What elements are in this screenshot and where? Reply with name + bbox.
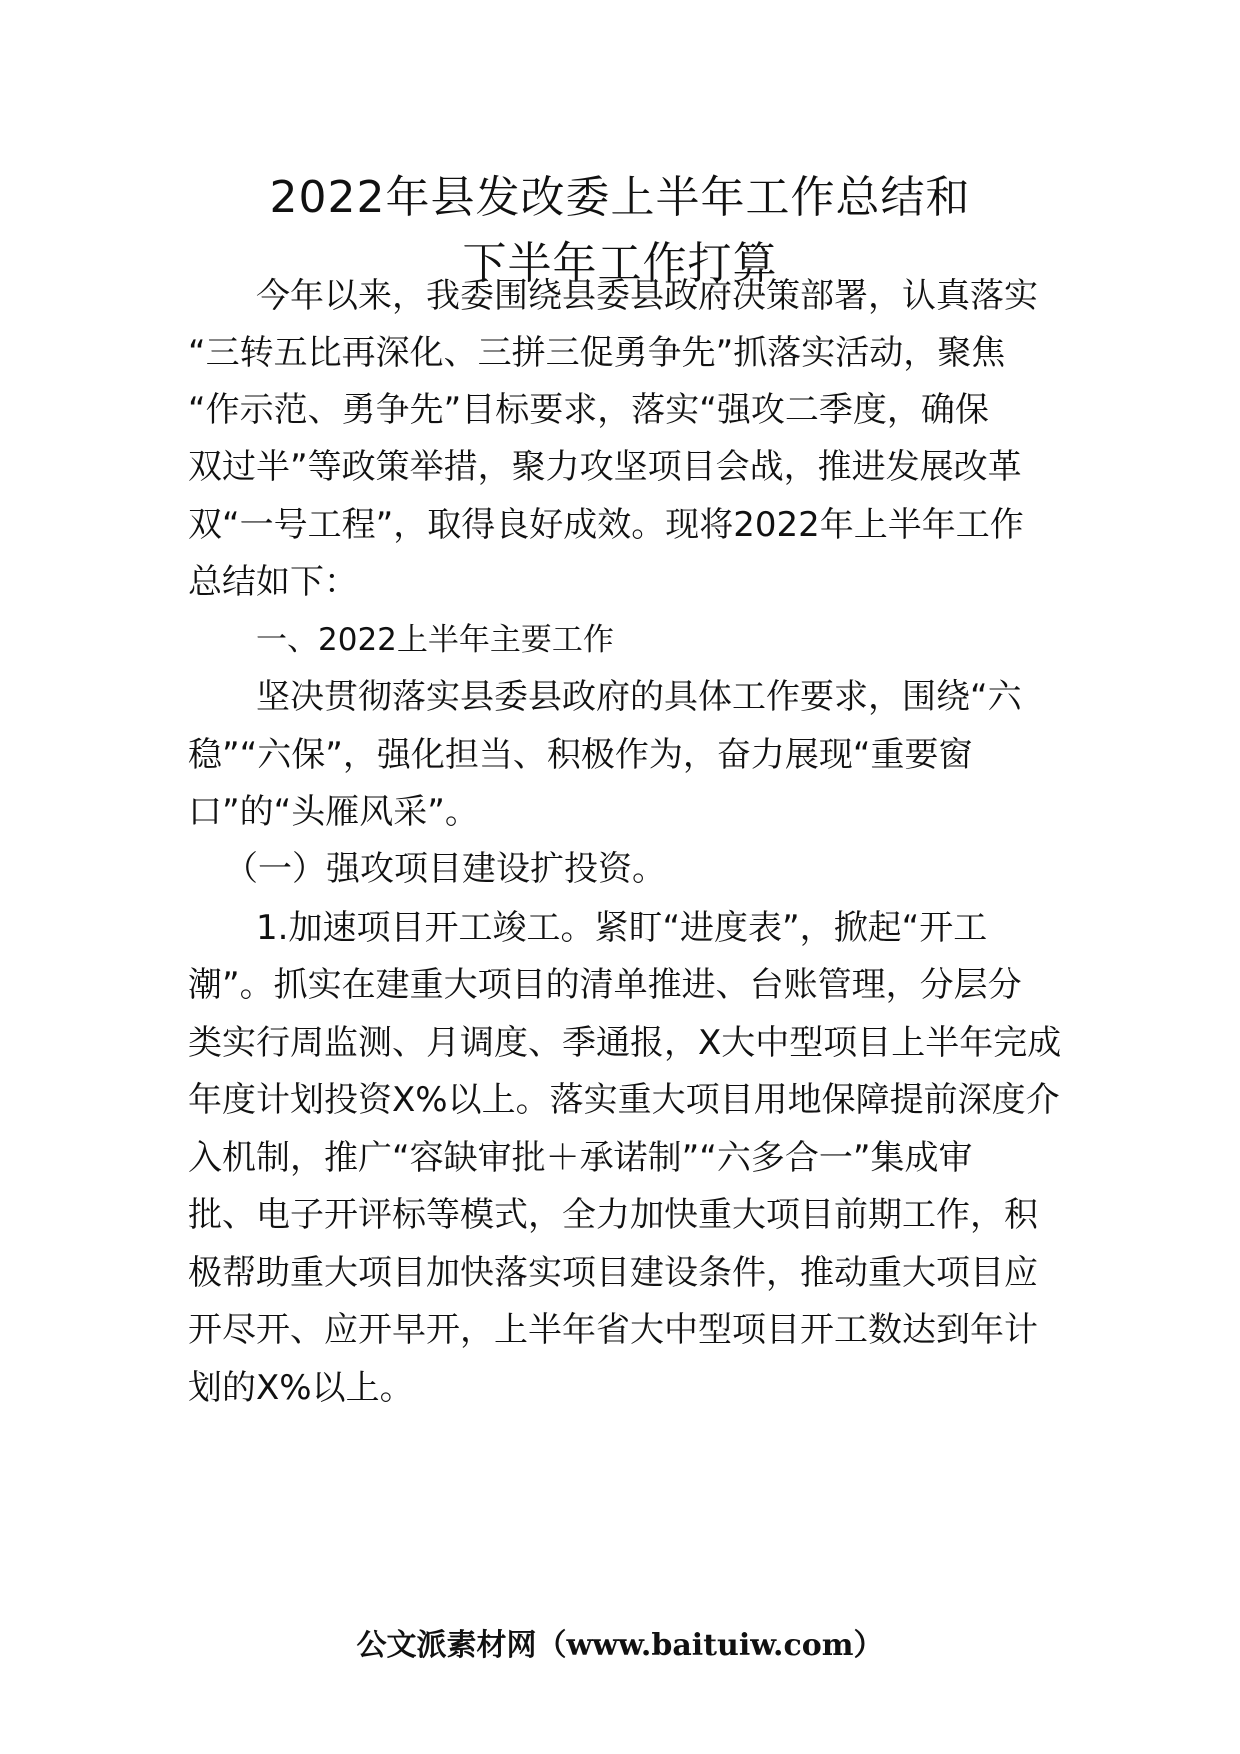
intro-paragraph-line-4: 双过半”等政策举措，聚力攻坚项目会战，推进发展改革 — [188, 447, 1022, 487]
section-1-heading: 一、2022上半年主要工作 — [256, 622, 614, 658]
subsection-1-heading: （一）强攻项目建设扩投资。 — [224, 849, 666, 889]
item-1-line-8: 开尽开、应开早开，上半年省大中型项目开工数达到年计 — [188, 1310, 1038, 1350]
item-1-line-1: 1.加速项目开工竣工。紧盯“进度表”，掀起“开工 — [256, 908, 988, 948]
intro-paragraph-line-5: 双“一号工程”，取得良好成效。现将2022年上半年工作 — [188, 505, 1024, 545]
intro-paragraph-line-2: “三转五比再深化、三拼三促勇争先”抓落实活动，聚焦 — [188, 333, 1006, 373]
section-1-line-2: 稳”“六保”，强化担当、积极作为，奋力展现“重要窗 — [188, 735, 973, 775]
section-1-line-1: 坚决贯彻落实县委县政府的具体工作要求，围绕“六 — [256, 677, 1022, 717]
item-1-line-7: 极帮助重大项目加快落实项目建设条件，推动重大项目应 — [188, 1253, 1038, 1293]
document-title-line-1: 2022年县发改委上半年工作总结和 — [269, 172, 971, 223]
footer-watermark: 公文派素材网（www.baituiw.com） — [356, 1628, 884, 1663]
item-1-line-5: 入机制，推广“容缺审批＋承诺制”“六多合一”集成审 — [188, 1138, 973, 1178]
item-1-line-9: 划的X%以上。 — [188, 1368, 414, 1408]
intro-paragraph-line-1: 今年以来，我委围绕县委县政府决策部署，认真落实 — [256, 276, 1038, 316]
intro-paragraph-line-3: “作示范、勇争先”目标要求，落实“强攻二季度，确保 — [188, 390, 989, 430]
item-1-line-2: 潮”。抓实在建重大项目的清单推进、台账管理，分层分 — [188, 965, 1022, 1005]
item-1-line-3: 类实行周监测、月调度、季通报，X大中型项目上半年完成 — [188, 1023, 1062, 1063]
section-1-line-3: 口”的“头雁风采”。 — [188, 792, 479, 832]
intro-paragraph-line-6: 总结如下： — [188, 562, 358, 602]
item-1-line-6: 批、电子开评标等模式，全力加快重大项目前期工作，积 — [188, 1195, 1038, 1235]
item-1-line-4: 年度计划投资X%以上。落实重大项目用地保障提前深度介 — [188, 1080, 1060, 1120]
document-title-line-2: 下半年工作打算 — [462, 238, 778, 289]
